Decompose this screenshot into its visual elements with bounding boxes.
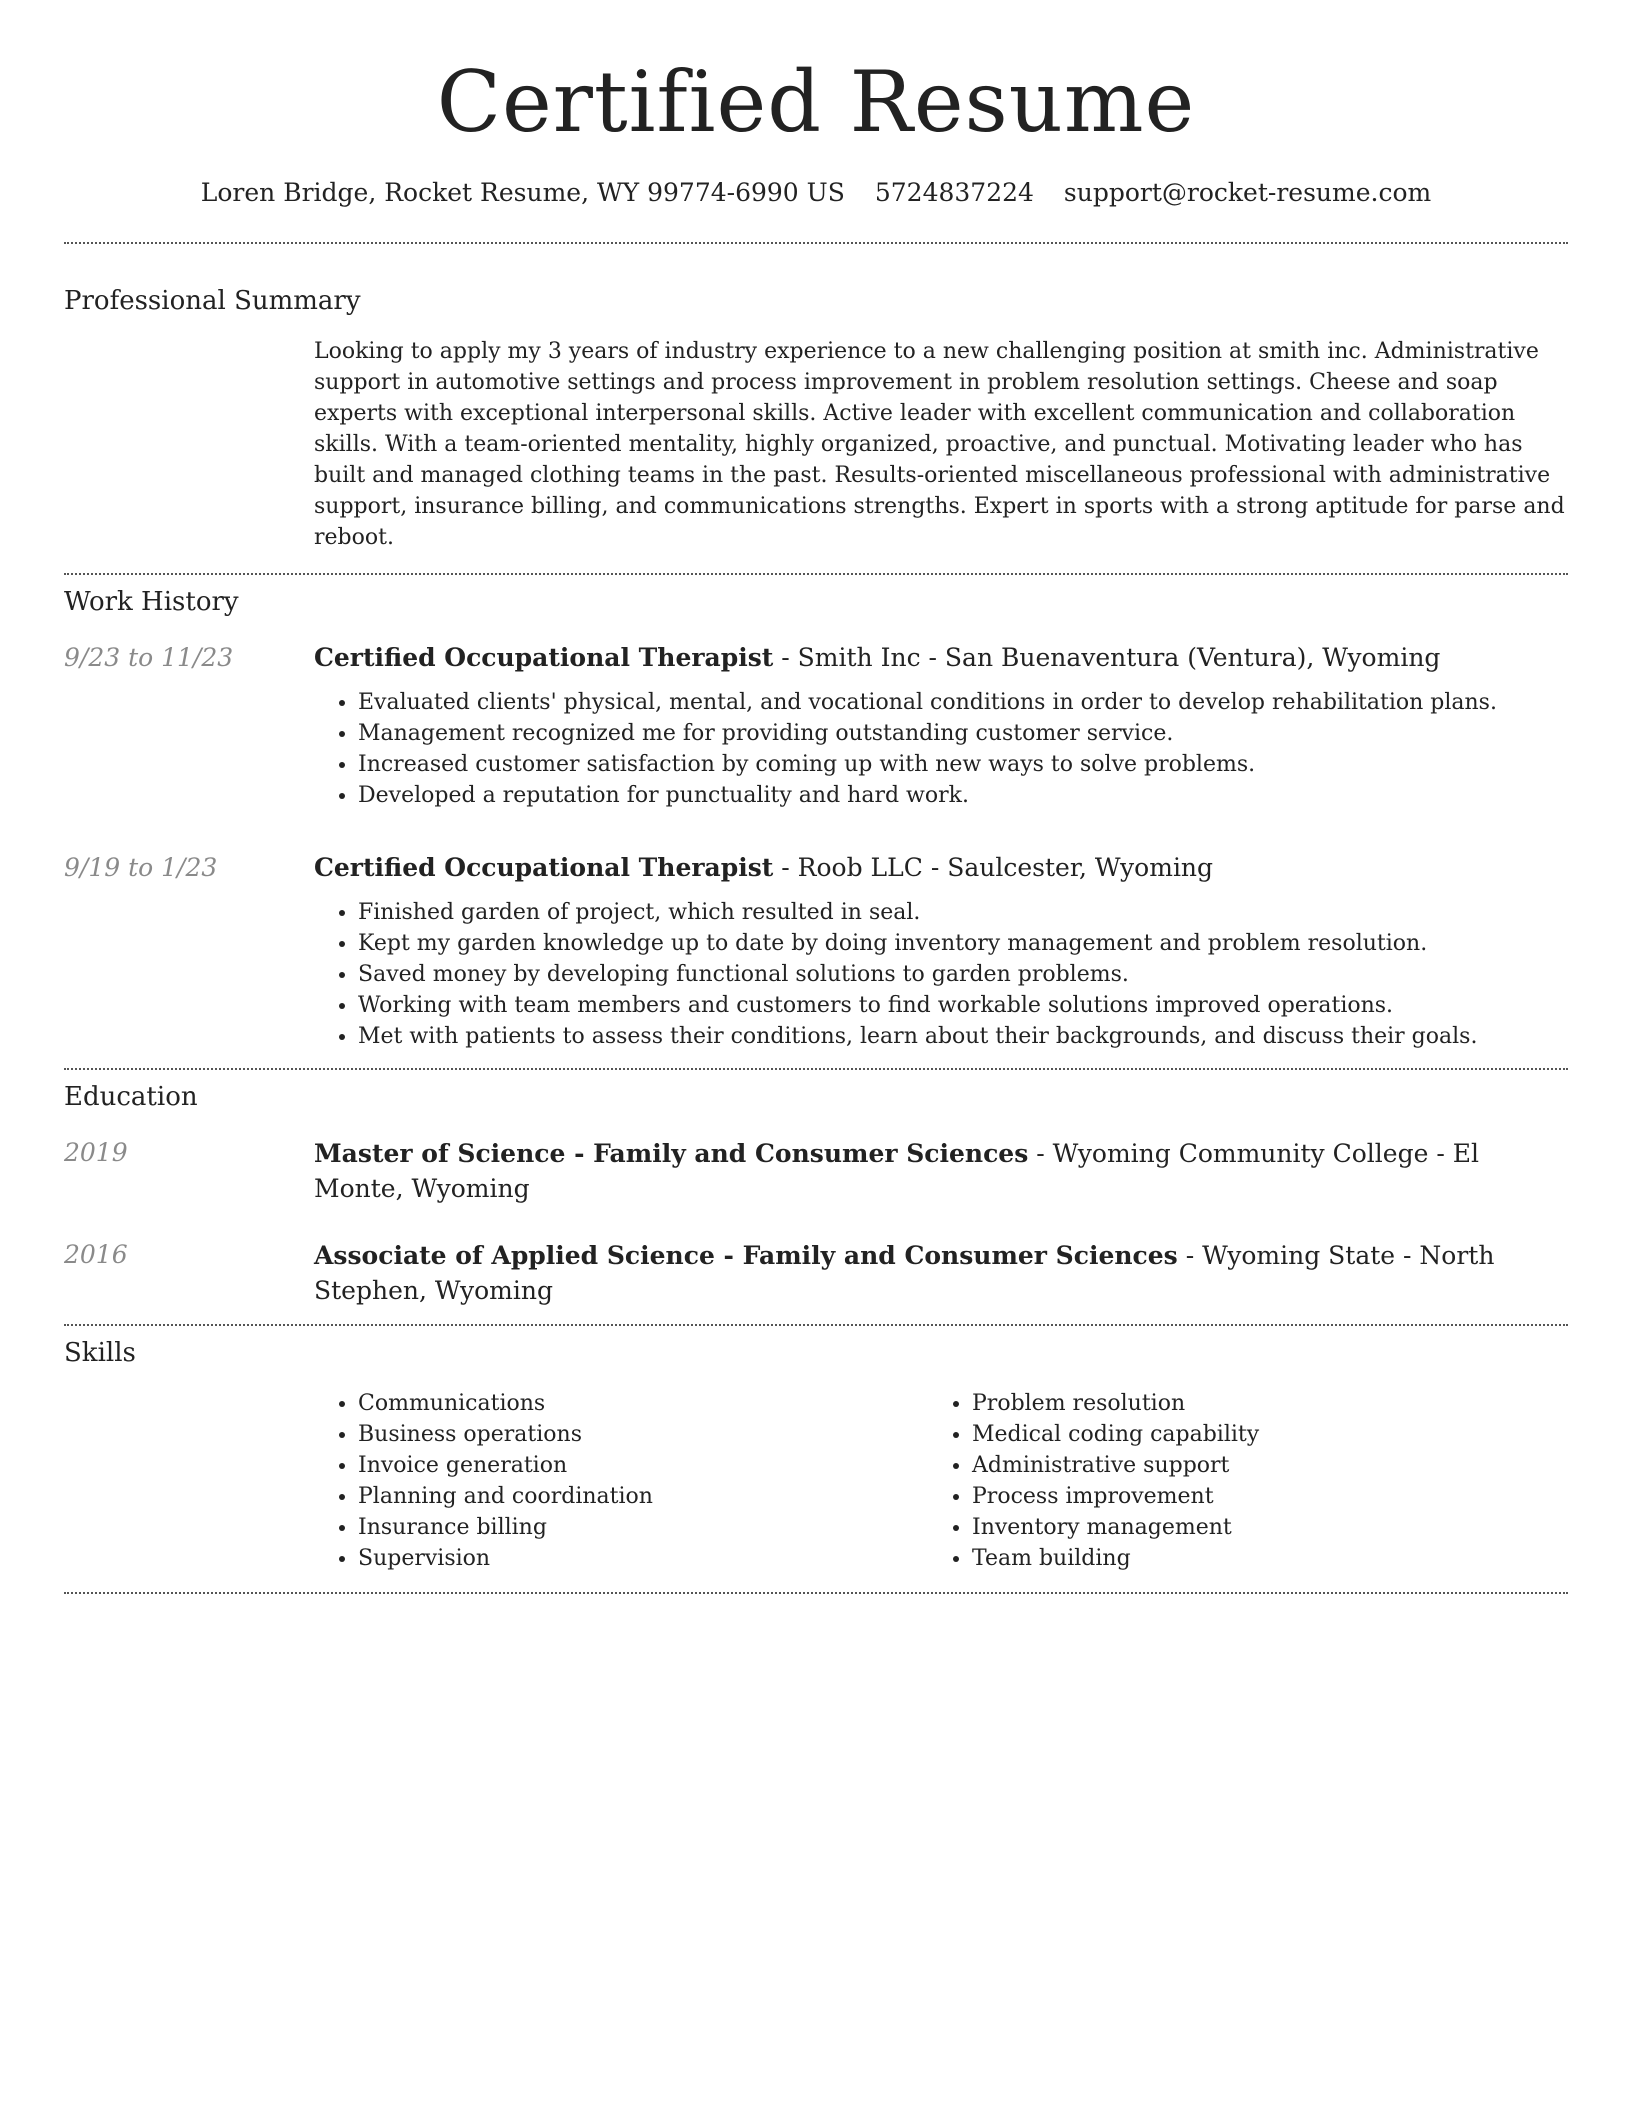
job-entry	[64, 641, 1568, 811]
contact-phone: 5724837224	[874, 178, 1034, 207]
divider	[64, 573, 1568, 575]
list-item: • Kept my garden knowledge up to date by doing inventory management and problem resolution.	[358, 928, 1568, 959]
skill-item: • Team building	[972, 1543, 1542, 1574]
skill-item: • Supervision	[358, 1543, 928, 1574]
skill-item: • Planning and coordination	[358, 1481, 928, 1512]
education-degree: Associate of Applied Science - Family and Consumer Sciences	[314, 1241, 1178, 1270]
divider	[64, 1068, 1568, 1070]
list-item: • Saved money by developing functional solutions to garden problems.	[358, 959, 1568, 990]
education-entry	[64, 1136, 1568, 1206]
education-degree: Master of Science - Family and Consumer Sciences	[314, 1139, 1029, 1168]
education-title	[314, 1238, 1568, 1308]
divider	[64, 1324, 1568, 1326]
skill-item: • Medical coding capability	[972, 1419, 1542, 1450]
list-item: • Met with patients to assess their conditions, learn about their backgrounds, and discuss their goals.	[358, 1021, 1568, 1052]
contact-email: support@rocket-resume.com	[1063, 178, 1432, 207]
skill-item: • Problem resolution	[972, 1388, 1542, 1419]
skills-row	[64, 1388, 1568, 1574]
education-details: - Wyoming State - North Stephen, Wyoming	[314, 1241, 1495, 1305]
skill-item: • Invoice generation	[358, 1450, 928, 1481]
skill-item: • Insurance billing	[358, 1512, 928, 1543]
summary-row	[64, 336, 1568, 553]
job-role: Certified Occupational Therapist	[314, 853, 774, 882]
list-item: • Finished garden of project, which resulted in seal.	[358, 897, 1568, 928]
skills-grid	[314, 1388, 1568, 1574]
section-title-summary: Professional Summary	[64, 286, 361, 316]
job-dates: 9/19 to 1/23	[64, 853, 218, 882]
job-details: - Smith Inc - San Buenaventura (Ventura), Wyoming	[773, 643, 1441, 672]
job-bullets	[314, 897, 1568, 1052]
skill-item: • Inventory management	[972, 1512, 1542, 1543]
job-title	[314, 641, 1568, 675]
section-title-skills: Skills	[64, 1338, 136, 1368]
job-details: - Roob LLC - Saulcester, Wyoming	[773, 853, 1214, 882]
list-item: • Increased customer satisfaction by coming up with new ways to solve problems.	[358, 749, 1568, 780]
education-year: 2016	[64, 1240, 128, 1269]
education-title	[314, 1136, 1568, 1206]
education-entry	[64, 1238, 1568, 1308]
list-item: • Developed a reputation for punctuality and hard work.	[358, 780, 1568, 811]
contact-line	[64, 176, 1568, 210]
education-year: 2019	[64, 1138, 128, 1167]
skill-item: • Business operations	[358, 1419, 928, 1450]
job-title	[314, 851, 1568, 885]
skill-item: • Communications	[358, 1388, 928, 1419]
skill-item: • Process improvement	[972, 1481, 1542, 1512]
skills-list-left	[314, 1388, 928, 1574]
contact-address: Loren Bridge, Rocket Resume, WY 99774-6990 US	[200, 178, 845, 207]
section-title-work: Work History	[64, 587, 239, 617]
list-item: • Evaluated clients' physical, mental, and vocational conditions in order to develop rehabilitation plans.	[358, 687, 1568, 718]
job-bullets	[314, 687, 1568, 811]
education-details: - Wyoming Community College - El Monte, Wyoming	[314, 1139, 1479, 1203]
list-item: • Management recognized me for providing outstanding customer service.	[358, 718, 1568, 749]
section-title-education: Education	[64, 1082, 198, 1112]
divider	[64, 1592, 1568, 1594]
job-dates: 9/23 to 11/23	[64, 643, 234, 672]
skill-item: • Administrative support	[972, 1450, 1542, 1481]
job-role: Certified Occupational Therapist	[314, 643, 774, 672]
skills-list-right	[928, 1388, 1542, 1574]
list-item: • Working with team members and customers to find workable solutions improved operations.	[358, 990, 1568, 1021]
resume-name: Certified Resume	[436, 53, 1196, 151]
summary-text: Looking to apply my 3 years of industry experience to a new challenging position at smith inc. Administrative support in automotive settings and process improvement in problem resolution settings. Cheese and soap experts with exceptional interpersonal skills. Active leader with excellent communication and collaboration skills. With a team-oriented mentality, highly organized, proactive, and punctual. Motivating leader who has built and managed clothing teams in the past. Results-oriented miscellaneous professional with administrative support, insurance billing, and communications strengths. Expert in sports with a strong aptitude for parse and reboot.	[314, 339, 1565, 550]
divider	[64, 242, 1568, 244]
job-entry	[64, 851, 1568, 1052]
